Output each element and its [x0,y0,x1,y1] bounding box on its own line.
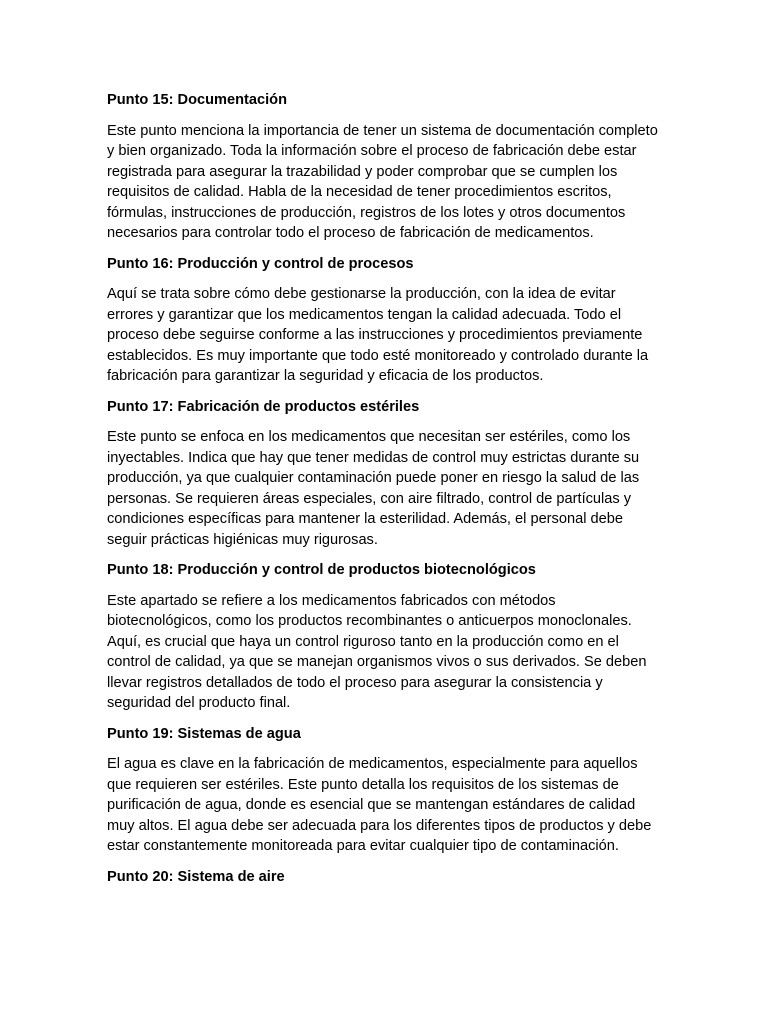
section-body: Este punto se enfoca en los medicamentos que necesitan ser estériles, como los inyectables. Indica que hay que tener medidas de control muy estrictas durante su producción, ya que cualquier contaminación puede poner en riesgo la salud de las personas. Se requieren áreas especiales, con aire filtrado, control de partículas y condiciones específicas para mantener la esterilidad. Además, el personal debe seguir prácticas higiénicas muy rigurosas. [107,429,640,548]
section-heading: Punto 17: Fabricación de productos estériles [107,398,420,415]
section-punto-15 [107,90,663,244]
section-body: El agua es clave en la fabricación de medicamentos, especialmente para aquellos que requieren ser estériles. Este punto detalla los requisitos de los sistemas de purificación de agua, donde es esencial que se mantengan estándares de calidad muy altos. El agua debe ser adecuada para los diferentes tipos de productos y debe estar constantemente monitoreada para evitar cualquier tipo de contaminación. [107,756,652,854]
section-punto-17 [107,397,663,551]
section-punto-18 [107,560,663,714]
section-heading: Punto 20: Sistema de aire [107,868,285,885]
section-body: Aquí se trata sobre cómo debe gestionarse la producción, con la idea de evitar errores y garantizar que los medicamentos tengan la calidad adecuada. Todo el proceso debe seguirse conforme a las instrucciones y procedimientos previamente establecidos. Es muy importante que todo esté monitoreado y controlado durante la fabricación para garantizar la seguridad y eficacia de los productos. [107,286,649,384]
section-heading: Punto 19: Sistemas de agua [107,725,301,742]
section-heading: Punto 16: Producción y control de procesos [107,255,414,272]
section-heading: Punto 18: Producción y control de productos biotecnológicos [107,562,536,578]
section-body: Este punto menciona la importancia de tener un sistema de documentación completo y bien organizado. Toda la información sobre el proceso de fabricación debe estar registrada para asegurar la trazabilidad y poder comprobar que se cumplen los requisitos de calidad. Habla de la necesidad de tener procedimientos escritos, fórmulas, instrucciones de producción, registros de los lotes y otros documentos necesarios para controlar todo el proceso de fabricación de medicamentos. [107,122,658,241]
section-heading: Punto 15: Documentación [107,92,288,108]
section-punto-19 [107,724,663,857]
document-content [107,90,663,887]
section-punto-16 [107,254,663,387]
section-punto-20 [107,867,663,888]
section-body: Este apartado se refiere a los medicamentos fabricados con métodos biotecnológicos, como los productos recombinantes o anticuerpos monoclonales. Aquí, es crucial que haya un control riguroso tanto en la producción como en el control de calidad, ya que se manejan organismos vivos o sus derivados. Se deben llevar registros detallados de todo el proceso para asegurar la consistencia y seguridad del producto final. [107,592,647,711]
